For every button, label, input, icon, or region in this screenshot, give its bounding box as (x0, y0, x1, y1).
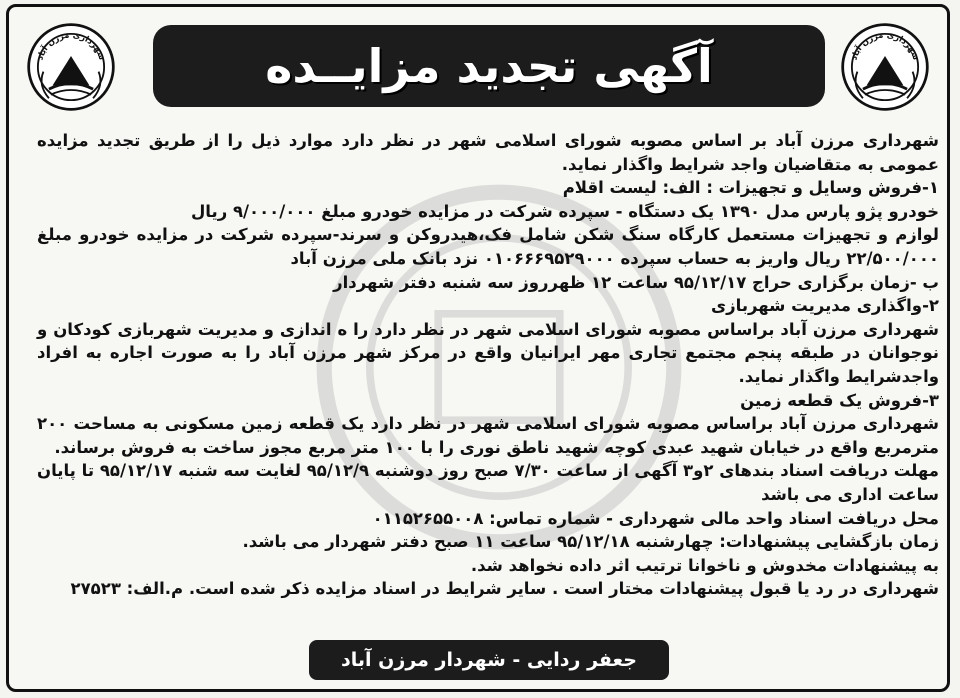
item-equipment: لوازم و تجهیزات مستعمل کارگاه سنگ شکن شامل فک،هیدروکن و سرند-سپرده شرکت در مزایده خودرو مبلغ ۲۲/۵۰۰/۰۰۰ ریال واریز به حساب سپرده ۰۱۰۶۶۶۹۵۲۹۰۰۰ نزد بانک ملی مرزن آباد (37, 225, 939, 268)
notice-body (37, 129, 939, 601)
invalid-bids-note: به پیشنهادات مخدوش و ناخوانا ترتیب اثر داده نخواهد شد. (470, 555, 939, 575)
svg-text:شهرداری مرزن آباد: شهرداری مرزن آباد (34, 29, 108, 62)
rights-note: شهرداری در رد یا قبول پیشنهادات مختار است . سایر شرایط در اسناد مزایده ذکر شده است. م.الف: ۲۷۵۲۳ (70, 579, 939, 599)
auction-time: ب -زمان برگزاری حراج ۹۵/۱۲/۱۷ ساعت ۱۲ ظهرروز سه شنبه دفتر شهردار (333, 272, 939, 292)
document-location: محل دریافت اسناد واحد مالی شهرداری - شماره تماس: ۰۱۱۵۲۶۵۵۰۰۸ (372, 508, 939, 528)
section-2-heading: ۲-واگذاری مدیریت شهربازی (711, 296, 939, 316)
section-3-heading: ۳-فروش یک قطعه زمین (740, 390, 939, 410)
page-title: آگهی تجدید مزایــده (265, 39, 713, 93)
signature: جعفر ردایی - شهردار مرزن آباد (341, 649, 637, 671)
signature-banner (309, 640, 669, 680)
notice-frame (6, 4, 950, 692)
intro-paragraph: شهرداری مرزن آباد بر اساس مصوبه شورای اسلامی شهر در نظر دارد موارد ذیل را از طریق تجدید مزایده عمومی به متقاضیان واجد شرایط واگذار نماید. (37, 131, 939, 174)
section-1-heading: ۱-فروش وسایل و تجهیزات : الف: لیست اقلام (562, 178, 939, 198)
svg-text:شهرداری مرزن آباد: شهرداری مرزن آباد (848, 29, 922, 62)
municipality-emblem-left-icon (25, 21, 117, 113)
section-2-body: شهرداری مرزن آباد براساس مصوبه شورای اسلامی شهر در نظر دارد را ه اندازی و مدیریت شهربازی کودکان و نوجوانان در طبقه پنجم مجتمع تجاری مهر ایرانیان واقع در مرکز شهر مرزن آباد را به صورت اجاره به افراد واجدشرایط واگذار نماید. (37, 319, 939, 386)
section-3-body: شهرداری مرزن آباد براساس مصوبه شورای اسلامی شهر در نظر دارد یک قطعه زمین مسکونی به مساحت ۲۰۰ مترمربع واقع در خیابان شهید عبدی کوچه شهید ناطق نوری را با ۱۰۰ متر مربع مجوز ساخت به فروش برساند. (37, 414, 939, 457)
opening-time: زمان بازگشایی پیشنهادات: چهارشنبه ۹۵/۱۲/۱۸ ساعت ۱۱ صبح دفتر شهردار می باشد. (242, 532, 939, 552)
document-deadline: مهلت دریافت اسناد بندهای ۲و۳ آگهی از ساعت ۷/۳۰ صبح روز دوشنبه ۹۵/۱۲/۹ لغایت سه شنبه ۹۵/۱۲/۱۷ تا پایان ساعت اداری می باشد (37, 461, 940, 504)
item-car: خودرو پژو پارس مدل ۱۳۹۰ یک دستگاه - سپرده شرکت در مزایده خودرو مبلغ ۹/۰۰۰/۰۰۰ ریال (190, 201, 939, 221)
municipality-emblem-right-icon (839, 21, 931, 113)
title-banner (153, 25, 825, 107)
